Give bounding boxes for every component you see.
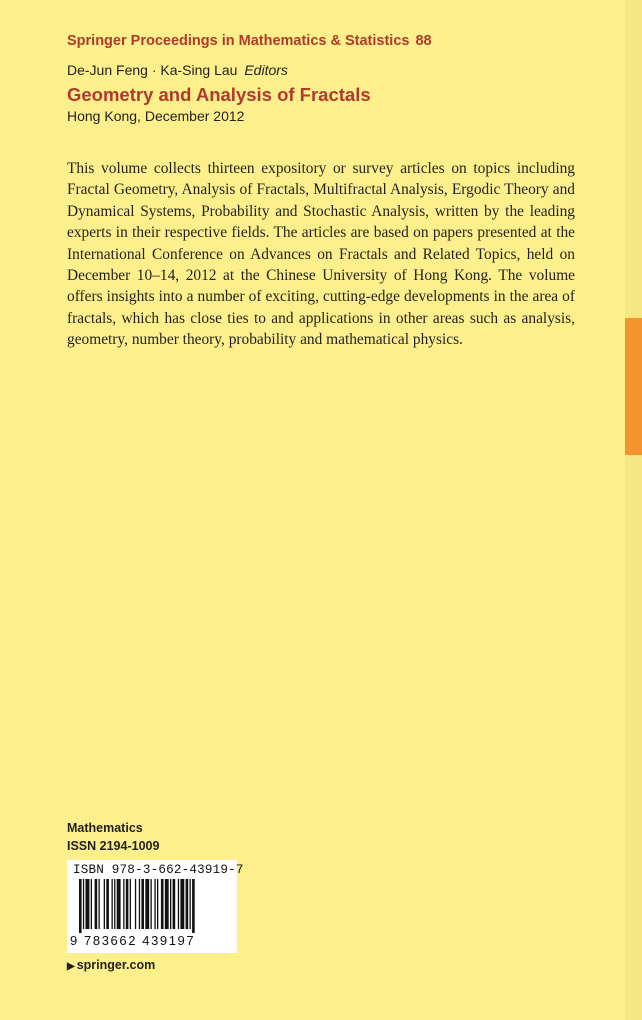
issn-label: ISSN 2194-1009 [67, 839, 160, 853]
barcode-bar [123, 879, 124, 929]
isbn-barcode [67, 860, 244, 953]
barcode-bar [178, 879, 179, 929]
book-title: Geometry and Analysis of Fractals [67, 84, 371, 105]
barcode-bar [86, 879, 90, 929]
publisher-website[interactable] [67, 958, 155, 972]
barcode-bar [139, 879, 140, 929]
series-volume: 88 [415, 33, 432, 49]
spine-strip [625, 0, 642, 1020]
barcode-bar [104, 879, 105, 929]
subject-label: Mathematics [67, 821, 143, 835]
barcode-digits: 9 783662 439197 [70, 933, 196, 948]
barcode-bar [173, 879, 176, 929]
barcode-bar [190, 879, 191, 929]
barcode-bar [114, 879, 115, 929]
barcode-bar [165, 879, 169, 929]
barcode-bar [135, 879, 136, 929]
series-line [67, 33, 432, 49]
series-name: Springer Proceedings in Mathematics & Statistics [67, 33, 410, 49]
barcode-bar [130, 879, 131, 929]
barcode-bar [157, 879, 158, 929]
barcode-bar [99, 879, 100, 929]
barcode-bar [91, 879, 92, 929]
barcode-bar [180, 879, 184, 929]
barcode-bar [117, 879, 121, 929]
barcode-bar [151, 879, 152, 929]
editors-line [67, 62, 288, 78]
barcode-bar [106, 879, 109, 929]
barcode-bar [126, 879, 129, 929]
barcode-bar [161, 879, 164, 929]
website-text: springer.com [76, 958, 156, 972]
barcode-bars [67, 879, 237, 933]
barcode-bar [186, 879, 189, 929]
barcode-bar [154, 879, 155, 929]
book-subtitle: Hong Kong, December 2012 [67, 108, 245, 124]
editors-role: Editors [244, 62, 288, 78]
spine-color-tab [625, 318, 642, 455]
barcode-bar [192, 879, 195, 933]
barcode-bar [112, 879, 113, 929]
barcode-bar [145, 879, 149, 929]
barcode-bar [141, 879, 144, 929]
barcode-bar [79, 879, 82, 933]
isbn-text: ISBN 978-3-662-43919-7 [73, 863, 244, 877]
arrow-right-icon: ▶ [67, 961, 75, 972]
barcode-bar [83, 879, 84, 929]
barcode-bar [95, 879, 98, 929]
editor-names: De-Jun Feng · Ka-Sing Lau [67, 62, 238, 78]
book-description: This volume collects thirteen expository or survey articles on topics including Fractal Geometry, Analysis of Fractals, Multifractal Analysis, Ergodic Theory and Dynamical Systems, Probability and Stochastic Analysis, written by the leading experts in their respective fields. The articles are based on papers presented at the International Conference on Advances on Fractals and Related Topics, held on December 10–14, 2012 at the Chinese University of Hong Kong. The volume offers insights into a number of exciting, cutting-edge developments in the area of fractals, which has close ties to and applications in other areas such as analysis, geometry, number theory, probability and mathematical physics. [67, 160, 575, 349]
barcode-bar [170, 879, 171, 929]
